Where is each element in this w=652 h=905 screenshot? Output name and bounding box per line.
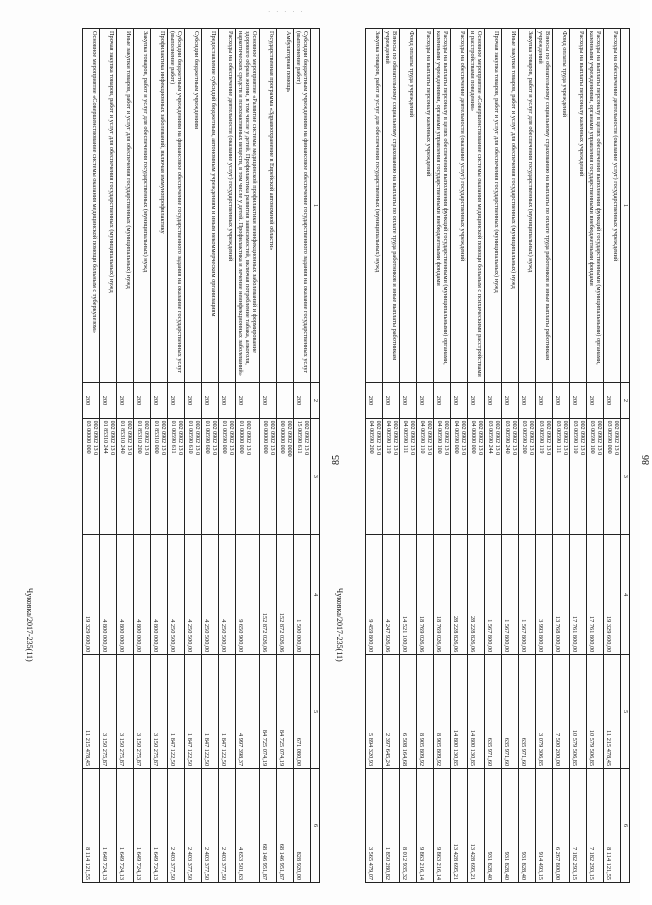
row-budget-code: 002 0902 13 0 01 85310 244	[100, 418, 117, 534]
row-budget-code: 002 0902 13 0 03 00590 244	[485, 418, 502, 534]
row-ved-code: 200	[400, 383, 417, 418]
row-executed: 3 150 275,87	[100, 655, 117, 769]
row-ved-code: 200	[134, 383, 151, 418]
row-executed: 5 894 320,93	[366, 655, 383, 769]
col-header-6: 6	[311, 769, 320, 883]
row-ved-code: 200	[117, 383, 134, 418]
row-unexecuted: 3 565 479,07	[366, 769, 383, 883]
row-approved: 18 769 026,06	[434, 535, 451, 655]
table-row	[134, 29, 151, 883]
row-approved: 4 250 500,00	[168, 535, 185, 655]
row-executed: 10 579 506,85	[587, 655, 604, 769]
row-description: Иные закупки товаров, работ и услуг для обеспечения государственных (муниципальных) нужд	[502, 29, 519, 383]
row-executed: 635 971,60	[485, 655, 502, 769]
row-approved: 152 872 026,06	[277, 535, 294, 655]
row-approved: 3 993 800,00	[536, 535, 553, 655]
row-executed: 14 800 130,85	[451, 655, 468, 769]
table-row	[117, 29, 134, 883]
row-executed: 7 500 200,00	[553, 655, 570, 769]
col-header-3: 3	[621, 418, 630, 534]
row-approved: 4 800 000,00	[100, 535, 117, 655]
row-unexecuted: 68 146 951,87	[277, 769, 294, 883]
table-row	[553, 29, 570, 883]
row-description: Фонд оплаты труда учреждений	[553, 29, 570, 383]
row-unexecuted: 931 828,40	[519, 769, 536, 883]
row-approved: 1 567 800,00	[502, 535, 519, 655]
row-unexecuted: 8 012 935,32	[400, 769, 417, 883]
row-approved: 1 500 000,00	[294, 535, 311, 655]
table-row	[151, 29, 168, 883]
row-budget-code: 002 0902 13 0 04 00590 100	[434, 418, 451, 534]
row-description: Предоставление субсидий бюджетным, автономным учреждениям и иным некоммерческим организациям	[202, 29, 219, 383]
row-description: Расходы на выплаты персоналу в целях обеспечения выполнения функций государственными (муниципальными) органами, казенными учреждениями, органами управления государственными внебюджетными фондами	[434, 29, 451, 383]
row-approved: 18 769 026,06	[417, 535, 434, 655]
row-description: Иные закупки товаров, работ и услуг для обеспечения государственных (муниципальных) нужд	[117, 29, 134, 383]
col-header-2: 2	[311, 383, 320, 418]
row-approved: 14 521 100,00	[400, 535, 417, 655]
row-budget-code: 002 0902 13 0 01 85310 200	[134, 418, 151, 534]
row-unexecuted: 828 920,00	[294, 769, 311, 883]
row-description: Субсидии бюджетным учреждениям	[185, 29, 202, 383]
row-ved-code: 200	[366, 383, 383, 418]
row-unexecuted: 1 649 724,13	[100, 769, 117, 883]
row-ved-code: 200	[587, 383, 604, 418]
table-row	[185, 29, 202, 883]
row-approved: 13 768 000,00	[553, 535, 570, 655]
table-row	[219, 29, 236, 883]
row-unexecuted: 6 267 800,00	[553, 769, 570, 883]
row-executed: 8 905 809,92	[417, 655, 434, 769]
row-description: Прочая закупка товаров, работ и услуг для обеспечения государственных (муниципальных) нужд	[100, 29, 117, 383]
row-unexecuted: 1 649 724,13	[117, 769, 134, 883]
row-unexecuted: 13 428 695,21	[468, 769, 485, 883]
row-description: Прочая закупка товаров, работ и услуг для обеспечения государственных (муниципальных) нужд	[485, 29, 502, 383]
row-executed: 11 215 478,45	[83, 655, 100, 769]
table-row	[83, 29, 100, 883]
col-header-5: 5	[621, 655, 630, 769]
row-unexecuted: 7 182 293,15	[587, 769, 604, 883]
row-ved-code: 200	[185, 383, 202, 418]
budget-table-right	[365, 28, 630, 883]
col-header-1: 1	[311, 29, 320, 383]
row-unexecuted: 1 649 724,13	[151, 769, 168, 883]
row-budget-code: 002 0902 0000 00 00000 000	[277, 418, 294, 534]
row-budget-code: 002 0902 13 0 03 00590 240	[502, 418, 519, 534]
row-unexecuted: 68 146 951,87	[260, 769, 277, 883]
table-row	[294, 29, 311, 883]
row-description: Амбулаторная помощь	[277, 29, 294, 383]
row-budget-code: 002 0902 13 0 04 00590 111	[400, 418, 417, 534]
row-description: Закупка товаров, работ и услуг для обеспечения государственных (муниципальных) нужд	[519, 29, 536, 383]
col-header-3: 3	[311, 418, 320, 534]
row-executed: 3 150 275,87	[134, 655, 151, 769]
col-header-1: 1	[621, 29, 630, 383]
row-budget-code: 002 0902 13 0 03 00590 000	[604, 418, 621, 534]
row-budget-code: 002 0902 13 0 01 85310 240	[117, 418, 134, 534]
row-executed: 635 971,60	[502, 655, 519, 769]
row-description: Расходы на обеспечение деятельности (оказание услуг) государственных учреждений	[219, 29, 236, 383]
row-description: Расходы на выплаты персоналу казенных учреждений	[570, 29, 587, 383]
row-unexecuted: 2 403 377,50	[185, 769, 202, 883]
row-ved-code: 200	[536, 383, 553, 418]
row-unexecuted: 9 863 216,14	[417, 769, 434, 883]
row-executed: 3 079 306,85	[536, 655, 553, 769]
header-row	[621, 29, 630, 883]
row-budget-code: 002 0902 13 0 01 00590 600	[202, 418, 219, 534]
row-approved: 19 329 600,00	[83, 535, 100, 655]
row-budget-code: 002 0902 13 0 01 85310 000	[151, 418, 168, 534]
table-row	[587, 29, 604, 883]
table-row	[502, 29, 519, 883]
row-ved-code: 200	[236, 383, 260, 418]
row-description: Расходы на обеспечение деятельности (оказание услуг) государственных учреждений	[604, 29, 621, 383]
row-description: Расходы на выплаты персоналу казенных учреждений	[417, 29, 434, 383]
row-unexecuted: 931 828,40	[485, 769, 502, 883]
row-approved: 19 329 600,00	[604, 535, 621, 655]
row-description: Взносы по обязательному социальному страхованию на выплаты по оплате труда работников и иные выплаты работникам учреждений	[536, 29, 553, 383]
row-executed: 11 215 478,45	[604, 655, 621, 769]
row-description: Расходы на обеспечение деятельности (оказание услуг) государственных учреждений	[451, 29, 468, 383]
row-budget-code: 002 0902 13 0 03 00590 119	[536, 418, 553, 534]
table-row	[417, 29, 434, 883]
table-row	[260, 29, 277, 883]
table-row	[604, 29, 621, 883]
row-description: Государственная программа «Здравоохранение в Еврейской автономной области»	[260, 29, 277, 383]
row-executed: 671 080,00	[294, 655, 311, 769]
table-row	[202, 29, 219, 883]
row-description: Закупка товаров, работ и услуг для обеспечения государственных (муниципальных) нужд	[366, 29, 383, 383]
row-description: Профилактика инфекционных заболеваний, включая иммунопрофилактику	[151, 29, 168, 383]
table-row	[168, 29, 185, 883]
row-description: Закупка товаров, работ и услуг для обеспечения государственных (муниципальных) нужд	[134, 29, 151, 383]
row-approved: 1 567 800,00	[485, 535, 502, 655]
row-description: Взносы по обязательному социальному страхованию на выплаты по оплате труда работников и иные выплаты работникам учреждений	[383, 29, 400, 383]
row-approved: 1 567 800,00	[519, 535, 536, 655]
row-ved-code: 200	[604, 383, 621, 418]
row-budget-code: 002 0902 13 0 01 00000 000	[236, 418, 260, 534]
row-executed: 1 847 122,50	[219, 655, 236, 769]
table-row	[236, 29, 260, 883]
col-header-6: 6	[621, 769, 630, 883]
row-executed: 3 150 275,87	[117, 655, 134, 769]
row-ved-code: 200	[451, 383, 468, 418]
row-budget-code: 002 0902 13 0 04 00590 110	[417, 418, 434, 534]
row-ved-code: 200	[383, 383, 400, 418]
row-ved-code: 200	[260, 383, 277, 418]
row-unexecuted: 13 428 695,21	[451, 769, 468, 883]
row-budget-code: 002 0902 13 0 03 00590 200	[519, 418, 536, 534]
row-budget-code: 002 0902 13 0 00 00000 000	[260, 418, 277, 534]
row-executed: 6 508 164,68	[400, 655, 417, 769]
row-description: Основное мероприятие «Развитие системы медицинской профилактики неинфекционных заболеваний и формирование здорового образа жизни, в том числе у детей. Профилактика развития зависимостей, включая потребление табака, алкоголя, наркотических средств и психоактивных веществ, в том числе у детей. Профилактика и лечение неинфекционных заболеваний»	[236, 29, 260, 383]
row-executed: 14 800 130,85	[468, 655, 485, 769]
row-unexecuted: 2 403 377,50	[202, 769, 219, 883]
row-unexecuted: 4 653 501,63	[236, 769, 260, 883]
row-budget-code: 002 0902 13 0 01 00590 610	[185, 418, 202, 534]
row-description: Основное мероприятие «Совершенствование системы оказания медицинской помощи больным с психическими расстройствами и расстройствами поведения»	[468, 29, 485, 383]
row-budget-code: 002 0902 13 0 04 00590 200	[366, 418, 383, 534]
row-executed: 84 725 074,19	[277, 655, 294, 769]
row-executed: 2 397 645,24	[383, 655, 400, 769]
row-executed: 8 905 809,92	[434, 655, 451, 769]
row-executed: 3 150 275,87	[151, 655, 168, 769]
table-row	[277, 29, 294, 883]
row-budget-code: 002 0902 13 0 01 00590 611	[168, 418, 185, 534]
row-approved: 28 228 826,06	[451, 535, 468, 655]
row-budget-code: 002 0902 13 0 01 00590 000	[219, 418, 236, 534]
row-approved: 4 800 000,00	[151, 535, 168, 655]
row-approved: 9 650 900,00	[236, 535, 260, 655]
row-description: Субсидии бюджетным учреждениям на финансовое обеспечение государственного задания на оказание государственных услуг (выполнение работ)	[294, 29, 311, 383]
row-approved: 4 800 000,00	[134, 535, 151, 655]
row-approved: 17 761 800,00	[587, 535, 604, 655]
row-unexecuted: 8 114 121,55	[604, 769, 621, 883]
row-ved-code: 200	[468, 383, 485, 418]
row-executed: 4 997 398,37	[236, 655, 260, 769]
header-row	[311, 29, 320, 883]
table-row	[383, 29, 400, 883]
col-header-2: 2	[621, 383, 630, 418]
row-approved: 152 872 026,06	[260, 535, 277, 655]
table-row	[100, 29, 117, 883]
row-unexecuted: 1 649 724,13	[134, 769, 151, 883]
row-budget-code: 002 0902 13 0 04 00000 000	[468, 418, 485, 534]
row-ved-code: 200	[553, 383, 570, 418]
row-approved: 28 228 826,06	[468, 535, 485, 655]
row-ved-code: 200	[151, 383, 168, 418]
row-ved-code: 200	[83, 383, 100, 418]
table-row	[468, 29, 485, 883]
table-row	[366, 29, 383, 883]
row-unexecuted: 1 850 280,82	[383, 769, 400, 883]
row-description: Фонд оплаты труда учреждений	[400, 29, 417, 383]
col-header-5: 5	[311, 655, 320, 769]
row-approved: 4 247 926,06	[383, 535, 400, 655]
row-executed: 1 847 122,50	[202, 655, 219, 769]
row-unexecuted: 2 403 377,50	[168, 769, 185, 883]
table-row	[536, 29, 553, 883]
row-ved-code: 200	[485, 383, 502, 418]
row-budget-code: 002 0902 13 0 03 00590 110	[570, 418, 587, 534]
row-budget-code: 002 0902 13 0 04 00590 000	[451, 418, 468, 534]
doc-code-left: Чуковка/2017-235(11)	[25, 588, 34, 662]
row-executed: 10 579 506,85	[570, 655, 587, 769]
row-ved-code: 200	[417, 383, 434, 418]
table-row	[451, 29, 468, 883]
row-approved: 4 250 500,00	[185, 535, 202, 655]
row-budget-code: 002 0902 13 0 04 00590 119	[383, 418, 400, 534]
col-header-4: 4	[311, 535, 320, 655]
row-budget-code: 002 0902 13 0 03 00000 000	[83, 418, 100, 534]
row-unexecuted: 9 863 216,14	[434, 769, 451, 883]
row-ved-code: 200	[294, 383, 311, 418]
page-86	[335, 28, 652, 888]
row-unexecuted: 931 828,40	[502, 769, 519, 883]
row-executed: 1 847 122,50	[185, 655, 202, 769]
table-row	[400, 29, 417, 883]
row-executed: 635 971,60	[519, 655, 536, 769]
row-ved-code: 200	[434, 383, 451, 418]
row-ved-code: 200	[519, 383, 536, 418]
row-budget-code: 002 0902 13 0 03 00590 100	[587, 418, 604, 534]
row-executed: 1 847 122,50	[168, 655, 185, 769]
row-budget-code: 002 0902 13 0 03 00590 111	[553, 418, 570, 534]
doc-code-right: Чуковка/2017-235(11)	[335, 588, 344, 662]
budget-table-left	[82, 28, 320, 883]
col-header-4: 4	[621, 535, 630, 655]
row-ved-code: 200	[168, 383, 185, 418]
row-ved-code: 200	[219, 383, 236, 418]
row-budget-code: 002 0902 13 0 15 00590 611	[294, 418, 311, 534]
table-row	[485, 29, 502, 883]
row-description: Расходы на выплаты персоналу в целях обеспечения выполнения функций государственными (муниципальными) органами, казенными учреждениями, органами управления государственными внебюджетными фондами	[587, 29, 604, 383]
page-number-right: 86	[641, 455, 652, 465]
row-unexecuted: 7 182 293,15	[570, 769, 587, 883]
row-approved: 17 761 800,00	[570, 535, 587, 655]
row-description: Субсидии бюджетным учреждениям на финансовое обеспечение государственного задания на оказание государственных услуг (выполнение работ)	[168, 29, 185, 383]
row-ved-code: 200	[502, 383, 519, 418]
page-number-left: 85	[331, 455, 342, 465]
row-approved: 4 250 500,00	[202, 535, 219, 655]
row-approved: 4 250 500,00	[219, 535, 236, 655]
row-approved: 4 800 000,00	[117, 535, 134, 655]
row-ved-code: 200	[570, 383, 587, 418]
row-unexecuted: 2 403 377,50	[219, 769, 236, 883]
row-description: Основное мероприятие «Совершенствование системы оказания медицинской помощи больным с туберкулезом»	[83, 29, 100, 383]
row-unexecuted: 8 114 121,55	[83, 769, 100, 883]
row-approved: 9 459 800,00	[366, 535, 383, 655]
row-unexecuted: 914 493,15	[536, 769, 553, 883]
row-ved-code: 200	[100, 383, 117, 418]
table-row	[519, 29, 536, 883]
table-row	[434, 29, 451, 883]
row-executed: 84 725 074,19	[260, 655, 277, 769]
page-85	[25, 28, 342, 888]
row-ved-code: 200	[202, 383, 219, 418]
table-row	[570, 29, 587, 883]
scan-artifact-dots: · · · · ·	[268, 8, 305, 16]
row-ved-code	[277, 383, 294, 418]
